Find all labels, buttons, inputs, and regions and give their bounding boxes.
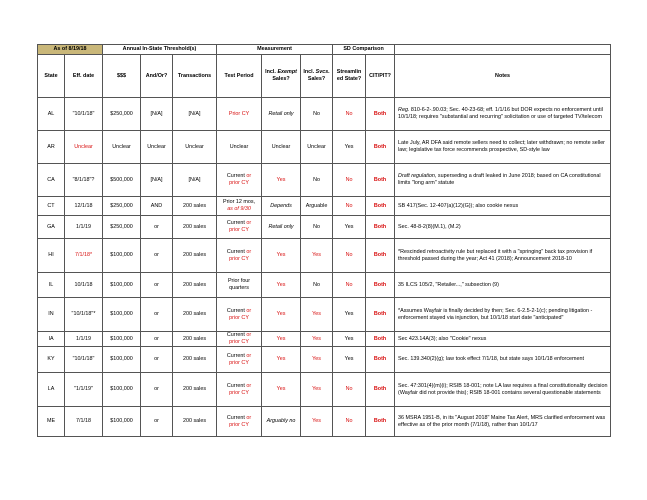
state-cell: IN [38,298,65,332]
incl-svcs-cell: Yes [301,332,333,347]
and-or-cell: [N/A] [141,164,173,197]
cit-pit-cell: Both [366,407,395,437]
and-or-cell: or [141,407,173,437]
transactions-cell: 200 sales [173,407,217,437]
transactions-cell: 200 sales [173,239,217,273]
notes-text: *Assumes Wayfair is finally decided by then; Sec. 6-2.5-2-1(c); pending litigation - enforcement stayed via injunction, but 10/1/18 start date "anticipated" [398,307,593,321]
dollars-cell: $100,000 [103,239,141,273]
streamlined-cell: No [333,239,366,273]
test-period-cell [217,373,262,407]
table-row [38,273,611,298]
state-cell: IL [38,273,65,298]
notes-text: Sec. 139.340(2)(g); law took effect 7/1/18, but state says 10/1/18 enforcement [398,356,585,363]
group-header-row [38,45,611,55]
test-period-cell [217,407,262,437]
incl-svcs-cell: No [301,164,333,197]
test-period-or: or [244,307,252,314]
eff-date-cell: 1/1/19 [65,216,103,239]
and-or-cell: or [141,216,173,239]
incl-svcs-cell: Yes [301,373,333,407]
notes-cell [395,273,611,298]
test-period-text-2: quarters [229,285,249,291]
streamlined-cell: No [333,98,366,131]
col-dollars: $$$ [103,55,141,98]
table-row [38,373,611,407]
notes-cell [395,164,611,197]
table-row [38,347,611,373]
test-period-text: Current [226,332,245,339]
dollars-cell: $100,000 [103,373,141,407]
test-period-cell [217,332,262,347]
incl-svcs-cell: No [301,216,333,239]
notes-cell [395,373,611,407]
test-period-text-2: prior CY [229,359,249,366]
col-incl-exempt: Incl. Exempt Sales? [262,55,301,98]
state-cell: GA [38,216,65,239]
notes-text: SB 417(Sec. 12-407(a)(12)(G)); also cookie nexus [398,202,519,209]
dollars-cell: $100,000 [103,332,141,347]
eff-date-cell: "1/1/19" [65,373,103,407]
eff-date-cell: Unclear [65,131,103,164]
dollars-cell: $100,000 [103,347,141,373]
streamlined-cell: No [333,273,366,298]
incl-exempt-cell: Yes [262,373,301,407]
test-period-text-2: prior CY [229,389,249,396]
test-period-text-2: prior CY [229,180,249,186]
table-row [38,407,611,437]
notes-cell [395,239,611,273]
table-row [38,197,611,216]
incl-exempt-cell: Unclear [262,131,301,164]
transactions-cell: 200 sales [173,347,217,373]
nexus-threshold-table [37,44,611,437]
cit-pit-cell: Both [366,98,395,131]
and-or-cell: or [141,347,173,373]
test-period-text: Current [226,220,245,227]
incl-svcs-cell: No [301,273,333,298]
test-period-text: Current [226,414,245,421]
transactions-cell: 200 sales [173,298,217,332]
streamlined-cell: Yes [333,298,366,332]
cit-pit-cell: Both [366,298,395,332]
cit-pit-cell: Both [366,164,395,197]
notes-text: Late July, AR DFA said remote sellers need to collect; later withdrawn; no remote seller law; legislative tax force recommends prospective, SD-style law [398,140,605,153]
eff-date-cell: "10/1/18" [65,347,103,373]
col-streamlined: Streamlin ed State? [333,55,366,98]
and-or-cell: or [141,273,173,298]
test-period-text-2: prior CY [229,339,249,345]
notes-text: 35 ILCS 105/2, "Retailer...," subsection (9) [398,281,499,288]
and-or-cell: or [141,332,173,347]
test-period-text: Unclear [229,143,249,150]
transactions-cell: 200 sales [173,216,217,239]
and-or-cell: or [141,298,173,332]
notes-cell [395,131,611,164]
state-cell: ME [38,407,65,437]
test-period-or: or [244,332,252,339]
test-period-text-2: prior CY [229,255,249,262]
and-or-cell: AND [141,197,173,216]
state-cell: CA [38,164,65,197]
test-period-cell [217,298,262,332]
eff-date-cell: 7/1/18 [65,407,103,437]
test-period-or: or [244,382,252,389]
incl-exempt-cell: Depends [262,197,301,216]
state-cell: AR [38,131,65,164]
notes-lead: Draft regulation [398,173,435,180]
col-transactions: Transactions [173,55,217,98]
col-incl-svcs: Incl. Svcs. Sales? [301,55,333,98]
dollars-cell: $250,000 [103,216,141,239]
notes-text: 36 MSRA 1951-B, in its "August 2018" Maine Tax Alert, MRS clarified enforcement was effective as of the prior month (7/1/18), rather than 10/1/17 [398,414,606,428]
test-period-cell [217,273,262,298]
column-header-row [38,55,611,98]
streamlined-cell: No [333,164,366,197]
streamlined-cell: No [333,197,366,216]
test-period-text-2: prior CY [229,314,249,321]
incl-svcs-cell: Yes [301,239,333,273]
col-test-period: Test Period [217,55,262,98]
cit-pit-cell: Both [366,347,395,373]
test-period-cell [217,347,262,373]
streamlined-cell: No [333,407,366,437]
col-eff-date: Eff. date [65,55,103,98]
group-measurement: Measurement [217,45,333,55]
notes-text: *Rescinded retroactivity rule but replaced it with a "springing" back tax provision if threshold passed during the year; Act 41 (2018); Announcement 2018-10 [398,248,593,262]
col-state: State [38,55,65,98]
table-row [38,332,611,347]
state-cell: AL [38,98,65,131]
dollars-cell: $500,000 [103,164,141,197]
as-of-date: As of 8/19/18 [38,45,103,55]
incl-svcs-cell: Yes [301,347,333,373]
test-period-text: Prior CY [228,110,250,117]
test-period-or: or [244,220,252,227]
notes-text: Sec. 47:301(4)(m)(i); RSIB 18-001; note LA law requires a final constitutionality decision (Wayfair did not provide this); RSIB 18-001 contains several questionable statements [398,382,608,396]
group-threshold: Annual In-State Threshold(s) [103,45,217,55]
and-or-cell: [N/A] [141,98,173,131]
notes-cell [395,216,611,239]
notes-text: 810-6-2-.90.03; Sec. 40-23-68; eff. 1/1/16 but DOR expects no enforcement until 10/1/18; requires "substantial and recurring" solicitation or use of targeted TV/telecom [398,107,603,120]
eff-date-cell: "8/1/18"? [65,164,103,197]
test-period-or: or [244,248,252,255]
eff-date-cell: 12/1/18 [65,197,103,216]
state-cell: HI [38,239,65,273]
transactions-cell: [N/A] [173,164,217,197]
test-period-or: or [244,173,252,180]
incl-svcs-cell: Yes [301,298,333,332]
test-period-text: Current [226,352,245,359]
test-period-text: Current [226,382,245,389]
dollars-cell: $100,000 [103,407,141,437]
test-period-text: Current [226,173,245,180]
notes-cell [395,407,611,437]
state-cell: LA [38,373,65,407]
streamlined-cell: Yes [333,332,366,347]
notes-cell [395,98,611,131]
incl-exempt-cell: Retail only [262,216,301,239]
cit-pit-cell: Both [366,131,395,164]
test-period-text: Current [226,248,245,255]
notes-lead: Reg. [398,107,410,114]
dollars-cell: Unclear [103,131,141,164]
table-row [38,98,611,131]
cit-pit-cell: Both [366,239,395,273]
table-row [38,131,611,164]
cit-pit-cell: Both [366,373,395,407]
transactions-cell: [N/A] [173,98,217,131]
test-period-text: Prior 12 mos, [223,199,256,206]
eff-date-cell: 1/1/19 [65,332,103,347]
col-cit-pit: CIT/PIT? [366,55,395,98]
streamlined-cell: Yes [333,131,366,164]
cit-pit-cell: Both [366,216,395,239]
eff-date-cell: 10/1/18 [65,273,103,298]
incl-exempt-cell: Yes [262,298,301,332]
incl-svcs-cell: Unclear [301,131,333,164]
test-period-cell [217,216,262,239]
and-or-cell: Unclear [141,131,173,164]
cit-pit-cell: Both [366,273,395,298]
incl-svcs-cell: Yes [301,407,333,437]
streamlined-cell: No [333,373,366,407]
notes-cell [395,347,611,373]
eff-date-cell: "10/1/18"* [65,298,103,332]
transactions-cell: 200 sales [173,373,217,407]
dollars-cell: $100,000 [103,273,141,298]
incl-svcs-cell: Arguable [301,197,333,216]
notes-cell [395,332,611,347]
state-cell: IA [38,332,65,347]
table-row [38,239,611,273]
transactions-cell: Unclear [173,131,217,164]
test-period-or: or [244,352,252,359]
transactions-cell: 200 sales [173,332,217,347]
test-period-cell [217,98,262,131]
transactions-cell: 200 sales [173,273,217,298]
col-notes: Notes [395,55,611,98]
test-period-text-2: prior CY [229,421,249,428]
test-period-text-2: as of 9/30 [227,206,251,212]
eff-date-cell: "10/1/18" [65,98,103,131]
notes-text: Sec 423.14A(3); also "Cookie" nexus [398,335,487,342]
test-period-text: Current [226,307,245,314]
incl-exempt-cell: Arguably no [262,407,301,437]
dollars-cell: $250,000 [103,197,141,216]
notes-text: , superseding a draft leaked in June 2018; based on CA constitutional limits "long arm" statute [398,173,601,186]
incl-exempt-cell: Yes [262,164,301,197]
incl-exempt-cell: Yes [262,332,301,347]
table-row [38,164,611,197]
group-notes-blank [395,45,611,55]
state-cell: KY [38,347,65,373]
cit-pit-cell: Both [366,332,395,347]
incl-svcs-cell: No [301,98,333,131]
streamlined-cell: Yes [333,347,366,373]
table-row [38,298,611,332]
test-period-cell [217,239,262,273]
dollars-cell: $100,000 [103,298,141,332]
streamlined-cell: Yes [333,216,366,239]
test-period-cell [217,164,262,197]
test-period-or: or [244,414,252,421]
test-period-text: Prior four [227,278,251,285]
notes-text: Sec. 48-8-2(8)(M.1), (M.2) [398,223,461,230]
incl-exempt-cell: Yes [262,347,301,373]
notes-cell [395,298,611,332]
table-row [38,216,611,239]
eff-date-cell: 7/1/18* [65,239,103,273]
test-period-text-2: prior CY [229,227,249,233]
state-cell: CT [38,197,65,216]
group-sd-comparison: SD Comparison [333,45,395,55]
incl-exempt-cell: Yes [262,273,301,298]
cit-pit-cell: Both [366,197,395,216]
col-and-or: And/Or? [141,55,173,98]
and-or-cell: or [141,239,173,273]
test-period-cell [217,197,262,216]
transactions-cell: 200 sales [173,197,217,216]
notes-cell [395,197,611,216]
incl-exempt-cell: Retail only [262,98,301,131]
and-or-cell: or [141,373,173,407]
test-period-cell [217,131,262,164]
incl-exempt-cell: Yes [262,239,301,273]
dollars-cell: $250,000 [103,98,141,131]
